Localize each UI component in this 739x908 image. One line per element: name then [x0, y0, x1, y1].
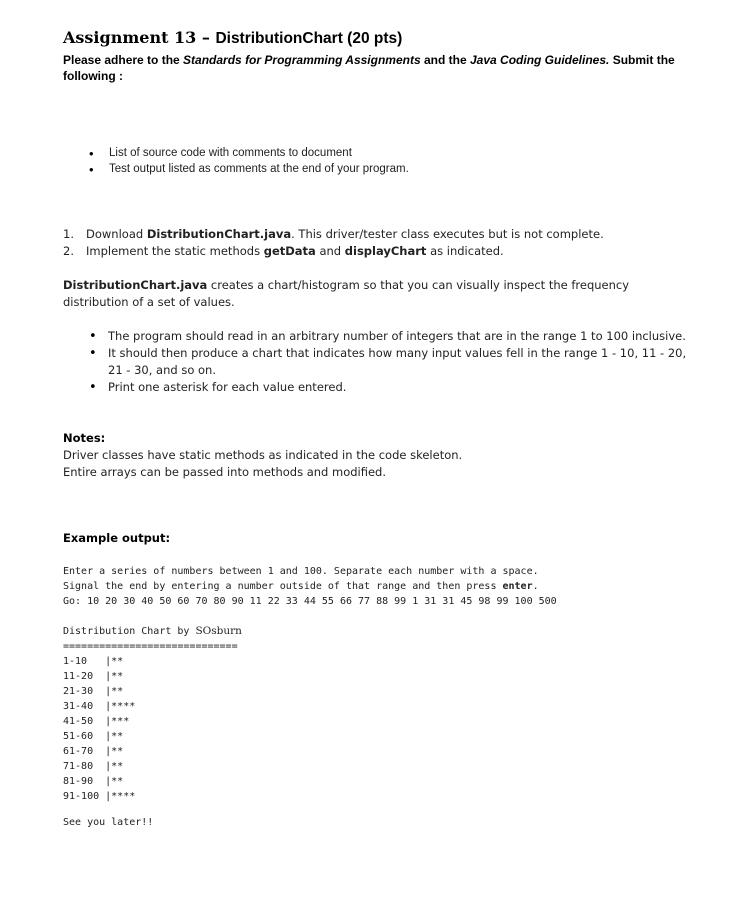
step-text: and: [315, 244, 345, 258]
submit-list: [89, 146, 409, 177]
chart-title-text: Distribution Chart by: [63, 626, 196, 637]
chart-row-range: 31-40: [63, 701, 100, 712]
description-text: creates a chart/histogram so that you can visually inspect the frequency distribution of a set of values.: [63, 278, 630, 309]
chart-rows: [63, 654, 242, 804]
chart-row-bar: **: [111, 671, 124, 682]
title-assignment: Assignment 13 –: [63, 28, 216, 47]
chart-row-range: 41-50: [63, 716, 100, 727]
farewell-text: See you later!!: [63, 817, 154, 828]
chart-row: [63, 744, 242, 759]
enter-key-text: enter: [502, 581, 533, 592]
description-paragraph: [63, 277, 693, 311]
example-heading: Example output:: [63, 531, 171, 545]
chart-row-bar: **: [111, 656, 124, 667]
chart-row-bar: **: [111, 686, 124, 697]
chart-row-separator: |: [105, 656, 112, 667]
step-text: Implement the static methods: [86, 244, 264, 258]
chart-row-separator: |: [105, 701, 112, 712]
chart-row-separator: |: [105, 716, 112, 727]
chart-row-bar: ****: [111, 791, 136, 802]
chart-separator: =============================: [63, 641, 238, 652]
chart-row: [63, 774, 242, 789]
list-item: • Print one asterisk for each value entered.: [89, 379, 689, 396]
method-name: displayChart: [344, 244, 427, 258]
chart-row-range: 51-60: [63, 731, 100, 742]
step-number: 2.: [63, 244, 74, 258]
chart-row-range: 61-70: [63, 746, 100, 757]
method-name: getData: [263, 244, 316, 258]
steps-list: [63, 226, 604, 260]
chart-row: [63, 789, 242, 804]
chart-row-range: 11-20: [63, 671, 100, 682]
step-item: [63, 226, 604, 243]
chart-row-range: 1-10: [63, 656, 100, 667]
input-line: Go: 10 20 30 40 50 60 70 80 90 11 22 33 44 55 66 77 88 99 1 31 31 45 98 99 100 500: [63, 596, 557, 607]
step-number: 1.: [63, 227, 74, 241]
intro-text: Submit the following :: [63, 53, 675, 83]
chart-row-separator: |: [105, 776, 112, 787]
chart-row-separator: |: [105, 731, 112, 742]
step-text: Download: [86, 227, 147, 241]
page-title: [63, 28, 402, 48]
step-item: [63, 243, 604, 260]
guidelines-reference: Java Coding Guidelines.: [470, 53, 610, 67]
chart-row-bar: **: [111, 776, 124, 787]
chart-row-range: 81-90: [63, 776, 100, 787]
note-line: Driver classes have static methods as indicated in the code skeleton.: [63, 448, 463, 462]
standards-reference: Standards for Programming Assignments: [183, 53, 421, 67]
chart-row: [63, 699, 242, 714]
author-name: SOsburn: [195, 625, 242, 637]
chart-row: [63, 759, 242, 774]
requirements-list: [89, 328, 689, 396]
chart-row-bar: ***: [111, 716, 130, 727]
prompt-line: Enter a series of numbers between 1 and 100. Separate each number with a space.: [63, 566, 539, 577]
chart-output: [63, 624, 242, 804]
chart-row-separator: |: [105, 791, 112, 802]
intro-text: Please adhere to the: [63, 53, 184, 67]
list-item: • List of source code with comments to document: [89, 146, 409, 162]
chart-row: [63, 684, 242, 699]
list-item: • The program should read in an arbitrary number of integers that are in the range 1 to 100 inclusive.: [89, 328, 689, 345]
list-item: • Test output listed as comments at the end of your program.: [89, 162, 409, 178]
chart-row-bar: **: [111, 761, 124, 772]
prompt-text: Signal the end by entering a number outside of that range and then press: [63, 581, 503, 592]
chart-row-range: 71-80: [63, 761, 100, 772]
chart-row-range: 91-100: [63, 791, 100, 802]
example-prompt: [63, 564, 557, 609]
notes-section: [63, 430, 462, 481]
file-name: DistributionChart.java: [63, 278, 208, 292]
step-file: DistributionChart.java: [146, 227, 292, 241]
chart-row-separator: |: [105, 671, 112, 682]
chart-row-separator: |: [105, 746, 112, 757]
intro-text: and the: [420, 53, 470, 67]
step-text: . This driver/tester class executes but is not complete.: [291, 227, 604, 241]
prompt-line: [63, 579, 557, 594]
prompt-text: .: [532, 581, 539, 592]
chart-row-separator: |: [105, 761, 112, 772]
chart-row-bar: **: [111, 731, 124, 742]
note-line: Entire arrays can be passed into methods and modified.: [63, 465, 387, 479]
chart-row: [63, 669, 242, 684]
list-item: • It should then produce a chart that indicates how many input values fell in the range 1 - 10, 11 - 20, 21 - 30, and so on.: [89, 345, 689, 379]
chart-row: [63, 714, 242, 729]
chart-row-bar: ****: [111, 701, 136, 712]
chart-row: [63, 654, 242, 669]
submission-instructions: [63, 52, 703, 84]
chart-title: [63, 624, 242, 639]
chart-row-range: 21-30: [63, 686, 100, 697]
chart-row-bar: **: [111, 746, 124, 757]
title-program: DistributionChart (20 pts): [215, 30, 403, 47]
step-text: as indicated.: [426, 244, 504, 258]
chart-row-separator: |: [105, 686, 112, 697]
notes-heading: Notes:: [63, 431, 106, 445]
chart-row: [63, 729, 242, 744]
